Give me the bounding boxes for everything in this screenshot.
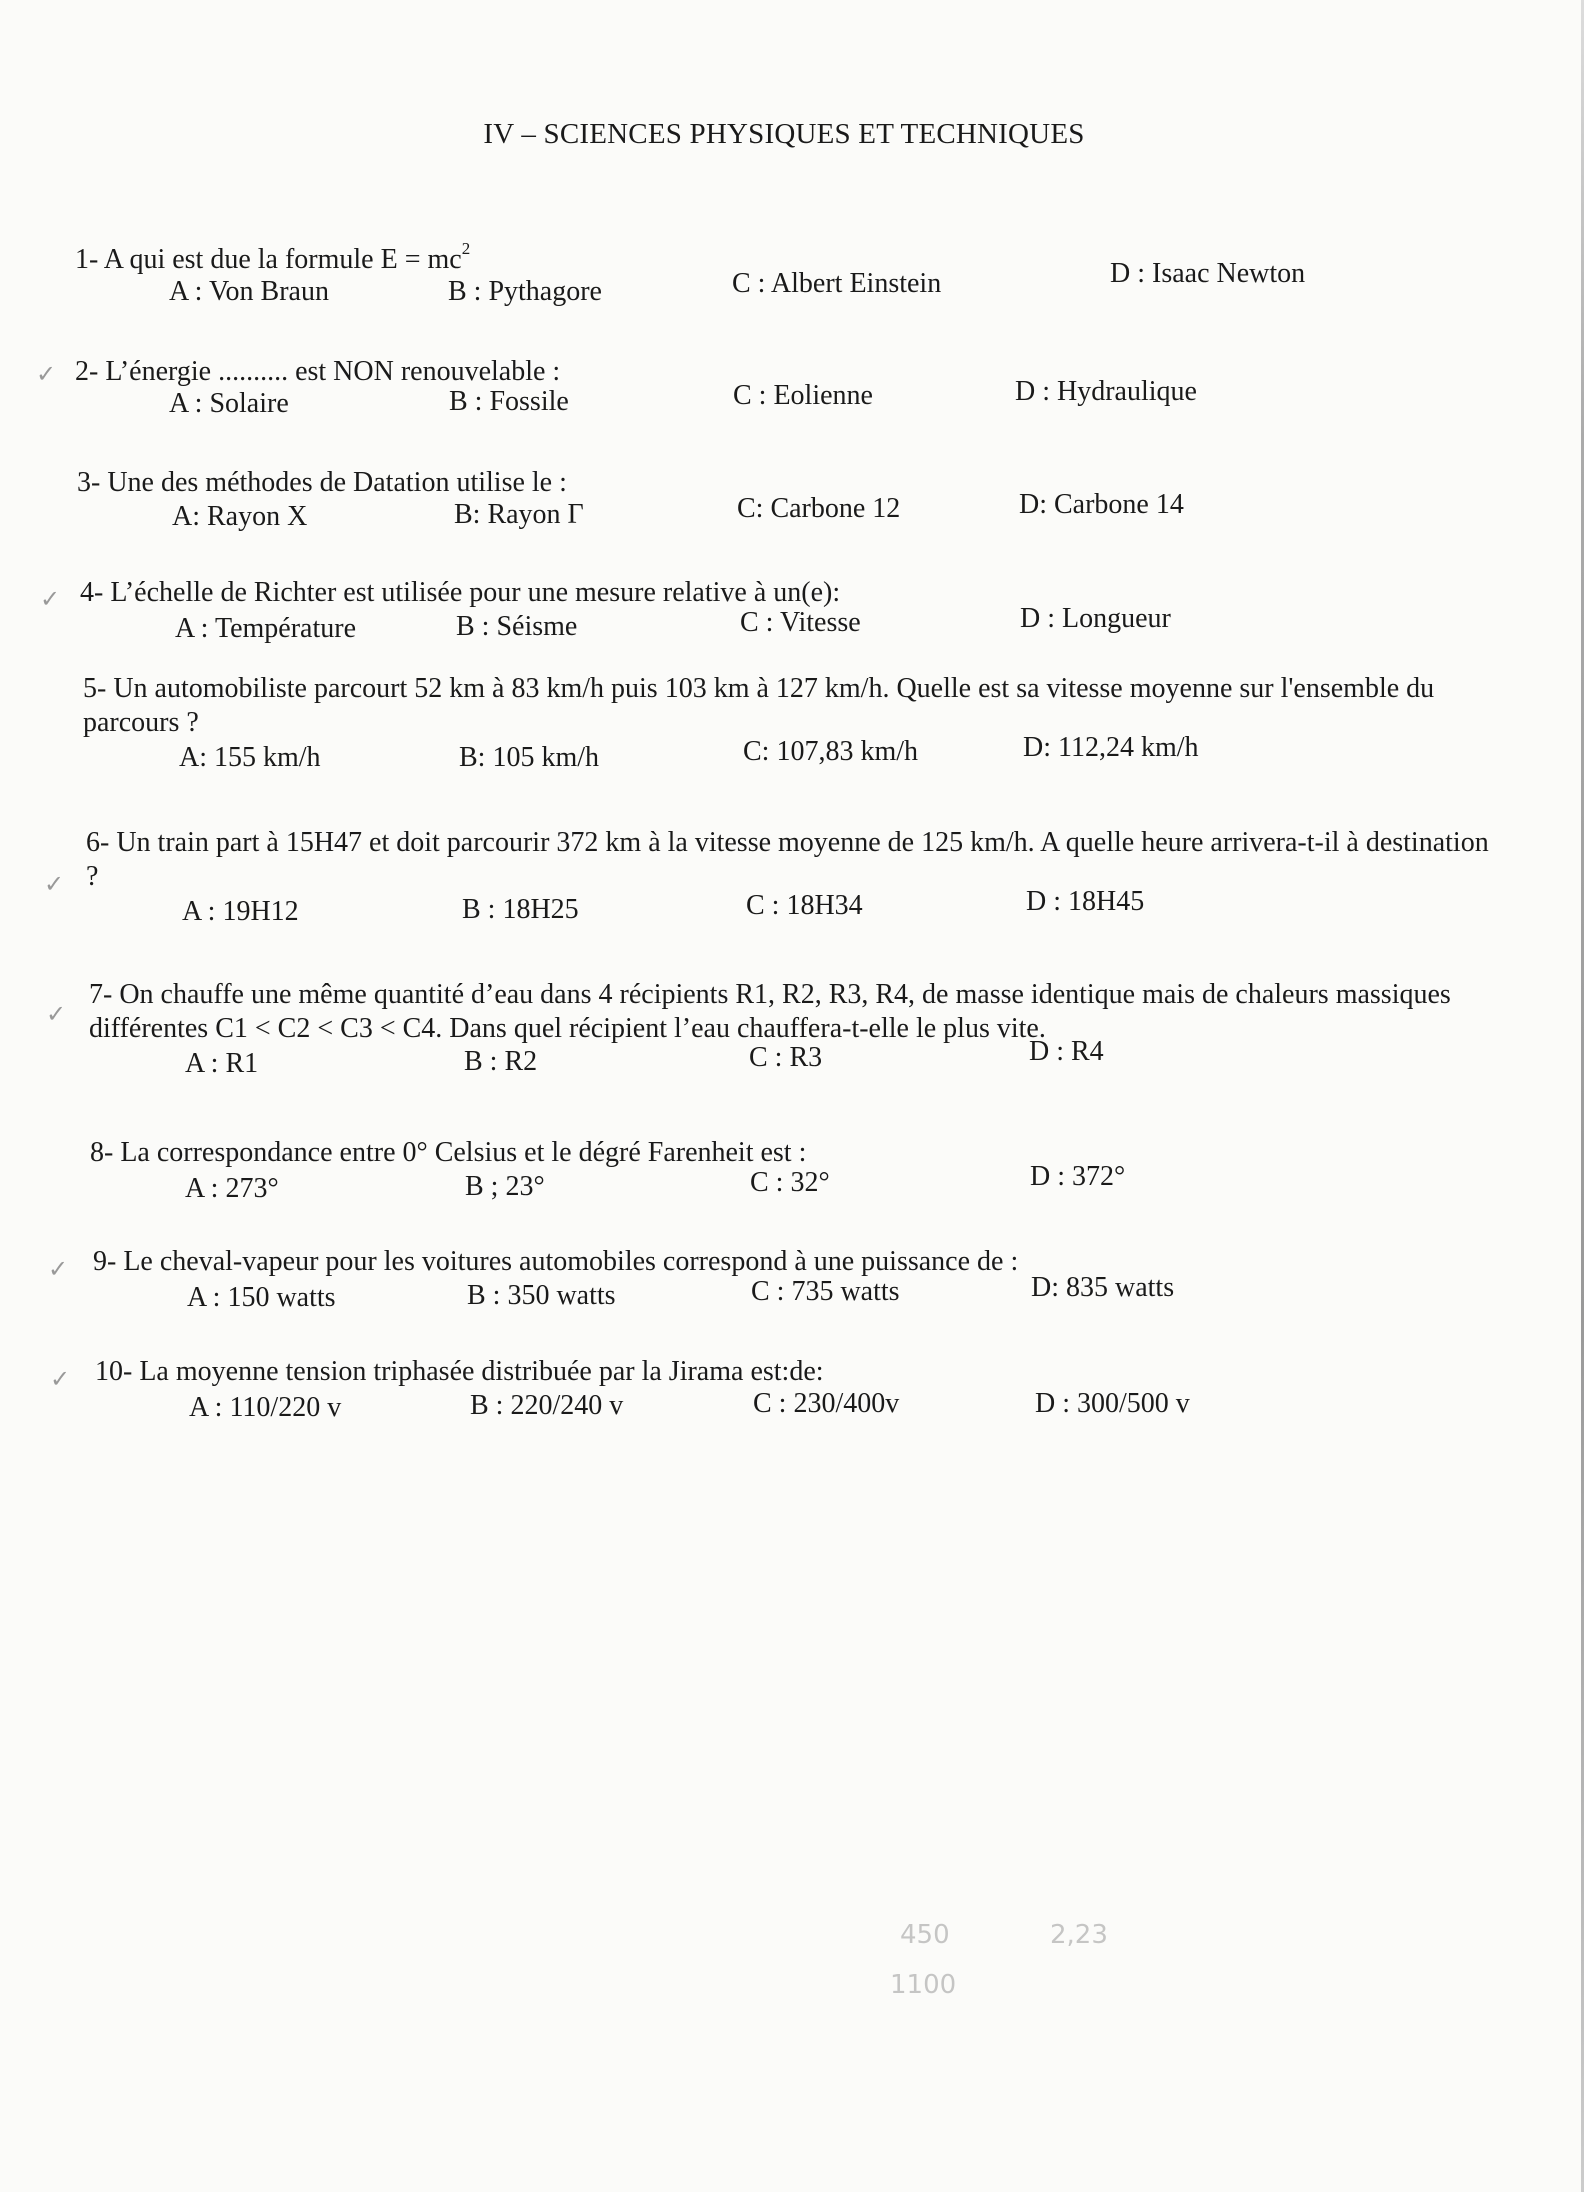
answer-2a: A : Solaire xyxy=(169,387,289,419)
pencil-calculation: 1100 xyxy=(890,1970,957,2000)
formula-exponent: 2 xyxy=(461,239,471,258)
answer-5d: D: 112,24 km/h xyxy=(1023,732,1199,764)
answer-7c: C : R3 xyxy=(749,1042,823,1074)
question-6-stem: 6- Un train part à 15H47 et doit parcourir 372 km à la vitesse moyenne de 125 km/h. A quelle heure arrivera-t-il à destination ? xyxy=(86,827,1489,892)
answer-10d: D : 300/500 v xyxy=(1035,1387,1190,1419)
question-2 xyxy=(75,355,1475,431)
answer-10a: A : 110/220 v xyxy=(189,1391,342,1423)
answer-6c: C : 18H34 xyxy=(746,890,863,922)
answer-7b: B : R2 xyxy=(464,1046,538,1078)
answer-2d: D : Hydraulique xyxy=(1015,375,1197,407)
answer-5b: B: 105 km/h xyxy=(459,742,600,774)
answer-7d: D : R4 xyxy=(1029,1036,1104,1068)
answer-8c: C : 32° xyxy=(750,1166,830,1198)
answer-1d: D : Isaac Newton xyxy=(1110,257,1306,289)
pencil-calculation: 2,23 xyxy=(1050,1920,1108,1950)
question-5 xyxy=(83,672,1493,781)
answer-8a: A : 273° xyxy=(185,1172,279,1204)
answer-4d: D : Longueur xyxy=(1020,602,1171,634)
question-1-stem: 1- A qui est due la formule E = mc xyxy=(75,244,462,275)
tick-mark: ✓ xyxy=(40,587,61,613)
tick-mark: ✓ xyxy=(36,362,57,388)
answer-6b: B : 18H25 xyxy=(462,894,579,926)
pencil-calculation: 450 xyxy=(900,1920,950,1950)
section-title: IV – SCIENCES PHYSIQUES ET TECHNIQUES xyxy=(483,118,1085,150)
answer-8d: D : 372° xyxy=(1030,1160,1126,1192)
answer-10c: C : 230/400v xyxy=(753,1387,900,1419)
question-2-stem: 2- L’énergie .......... est NON renouvelable : xyxy=(75,356,561,387)
question-4-stem: 4- L’échelle de Richter est utilisée pour une mesure relative à un(e): xyxy=(80,577,841,608)
question-9-stem: 9- Le cheval-vapeur pour les voitures automobiles correspond à une puissance de : xyxy=(93,1246,1019,1277)
tick-mark: ✓ xyxy=(46,1002,67,1028)
tick-mark: ✓ xyxy=(44,872,65,898)
answer-2b: B : Fossile xyxy=(449,385,569,417)
question-7 xyxy=(89,978,1509,1087)
answer-4b: B : Séisme xyxy=(456,610,578,642)
question-5-stem: 5- Un automobiliste parcourt 52 km à 83 km/h puis 103 km à 127 km/h. Quelle est sa vitesse moyenne sur l'ensemble du parcours ? xyxy=(83,673,1435,738)
question-3 xyxy=(77,466,1477,542)
answer-5a: A: 155 km/h xyxy=(179,742,321,774)
answer-3a: A: Rayon X xyxy=(172,500,308,532)
question-4 xyxy=(80,576,1480,652)
answer-3b: B: Rayon Γ xyxy=(454,498,584,530)
answer-4c: C : Vitesse xyxy=(740,606,861,638)
answer-3d: D: Carbone 14 xyxy=(1019,488,1184,520)
answer-9a: A : 150 watts xyxy=(187,1281,336,1313)
answer-10b: B : 220/240 v xyxy=(470,1389,624,1421)
question-8 xyxy=(90,1136,1490,1212)
question-9 xyxy=(93,1245,1493,1321)
tick-mark: ✓ xyxy=(50,1367,71,1393)
answer-7a: A : R1 xyxy=(185,1048,259,1080)
answer-1c: C : Albert Einstein xyxy=(732,267,942,299)
question-10-stem: 10- La moyenne tension triphasée distribuée par la Jirama est:de: xyxy=(95,1356,824,1387)
question-3-stem: 3- Une des méthodes de Datation utilise le : xyxy=(77,467,567,498)
question-1 xyxy=(75,239,1475,319)
question-8-stem: 8- La correspondance entre 0° Celsius et le dégré Farenheit est : xyxy=(90,1137,807,1168)
answer-6a: A : 19H12 xyxy=(182,896,299,928)
answer-9b: B : 350 watts xyxy=(467,1279,616,1311)
answer-2c: C : Eolienne xyxy=(733,379,873,411)
answer-1b: B : Pythagore xyxy=(448,275,602,307)
question-6 xyxy=(86,826,1506,935)
answer-6d: D : 18H45 xyxy=(1026,886,1145,918)
answer-1a: A : Von Braun xyxy=(169,275,329,307)
tick-mark: ✓ xyxy=(48,1257,69,1283)
answer-3c: C: Carbone 12 xyxy=(737,492,901,524)
answer-9d: D: 835 watts xyxy=(1031,1271,1175,1303)
question-7-stem: 7- On chauffe une même quantité d’eau dans 4 récipients R1, R2, R3, R4, de masse identique mais de chaleurs massiques différentes C1 < C2 < C3 < C4. Dans quel récipient l’eau chauffera-t-elle le plus vite. xyxy=(89,979,1451,1044)
answer-8b: B ; 23° xyxy=(465,1170,545,1202)
answer-4a: A : Température xyxy=(175,612,357,644)
answer-5c: C: 107,83 km/h xyxy=(743,736,919,768)
answer-9c: C : 735 watts xyxy=(751,1275,900,1307)
question-10 xyxy=(95,1355,1495,1431)
